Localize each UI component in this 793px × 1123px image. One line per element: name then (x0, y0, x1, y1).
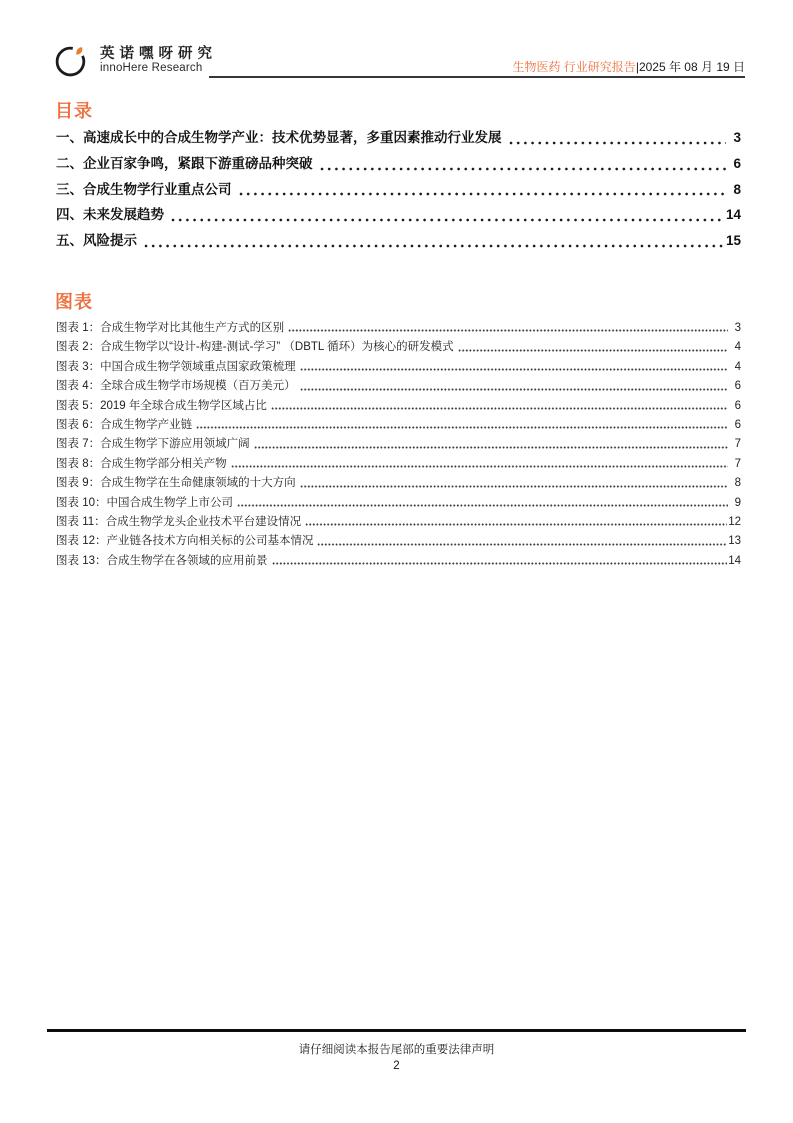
dot-leader (231, 462, 728, 471)
figures-list (56, 319, 741, 571)
figure-item[interactable] (56, 358, 741, 377)
dot-leader (319, 163, 727, 175)
figure-item[interactable] (56, 377, 741, 396)
dot-leader (196, 423, 728, 432)
header-report-info (512, 58, 745, 75)
logo-text (100, 46, 217, 76)
dot-leader (170, 214, 723, 226)
figure-item[interactable] (56, 455, 741, 474)
toc-title: 目录 (55, 101, 93, 121)
figure-item-label: 图表 8：合成生物学部分相关产物 (56, 457, 227, 470)
figure-item-page: 13 (728, 535, 741, 548)
header-divider (209, 76, 745, 78)
figure-item-label: 图表 1：合成生物学对比其他生产方式的区别 (56, 322, 285, 334)
toc-item-label: 三、合成生物学行业重点公司 (56, 181, 232, 197)
toc-item[interactable] (56, 126, 741, 152)
toc-list (56, 126, 741, 255)
figure-item-page: 4 (734, 341, 741, 354)
toc-item[interactable] (56, 229, 741, 255)
figure-item-label: 图表 2：合成生物学以“设计-构建-测试-学习” （DBTL 循环）为核心的研发模式 (56, 341, 454, 354)
toc-item-label: 四、未来发展趋势 (56, 207, 164, 223)
figure-item[interactable] (56, 532, 741, 551)
figure-item-page: 6 (734, 418, 741, 431)
figure-item[interactable] (56, 319, 741, 338)
figure-item-label: 图表 6：合成生物学产业链 (56, 418, 193, 431)
figure-item-page: 7 (734, 438, 741, 451)
figure-item-page: 3 (734, 322, 741, 334)
figure-item-label: 图表 7：合成生物学下游应用领域广阔 (56, 438, 250, 451)
toc-item-page: 15 (725, 233, 741, 249)
footer-disclaimer: 请仔细阅读本报告尾部的重要法律声明 (298, 1044, 495, 1056)
toc-item-page: 3 (733, 130, 741, 145)
page-number: 2 (393, 1060, 400, 1072)
figure-item-page: 8 (734, 477, 741, 490)
report-type-label: 生物医药 行业研究报告 (512, 60, 636, 74)
logo-en-name: innoHere Research (100, 62, 203, 75)
figure-item[interactable] (56, 513, 741, 532)
figure-item-page: 6 (734, 380, 741, 393)
figure-item[interactable] (56, 397, 741, 416)
figure-item-page: 14 (728, 554, 741, 567)
report-date: 2025 年 08 月 19 日 (638, 60, 745, 74)
figure-item-label: 图表 13：合成生物学在各领域的应用前景 (56, 554, 268, 567)
dot-leader (305, 520, 727, 529)
toc-item-label: 一、高速成长中的合成生物学产业：技术优势显著，多重因素推动行业发展 (56, 130, 502, 145)
company-logo (54, 42, 217, 79)
figure-item[interactable] (56, 494, 741, 513)
figure-item[interactable] (56, 416, 741, 435)
dot-leader (237, 501, 728, 510)
dot-leader (272, 559, 728, 568)
figure-item-page: 9 (734, 496, 741, 509)
report-date-separator: | (635, 60, 639, 74)
figure-item-label: 图表 3：中国合成生物学领域重点国家政策梳理 (56, 360, 296, 373)
figure-item[interactable] (56, 435, 741, 454)
dot-leader (300, 482, 728, 491)
figure-item-label: 图表 11：合成生物学龙头企业技术平台建设情况 (56, 515, 302, 528)
dot-leader (300, 365, 728, 374)
figure-item[interactable] (56, 474, 741, 493)
figure-item-page: 4 (734, 360, 741, 373)
logo-cn-name: 英诺嘿呀研究 (100, 45, 217, 62)
figure-item-label: 图表 12：产业链各技术方向相关标的公司基本情况 (56, 535, 314, 548)
figures-title: 图表 (55, 292, 93, 312)
dot-leader (458, 346, 728, 355)
figure-item-page: 7 (734, 457, 741, 470)
toc-item[interactable] (56, 178, 741, 204)
dot-leader (143, 240, 723, 252)
toc-item-page: 8 (733, 181, 741, 197)
figure-item-label: 图表 4：全球合成生物学市场规模（百万美元） (56, 380, 296, 393)
figure-item[interactable] (56, 552, 741, 571)
figure-item[interactable] (56, 338, 741, 357)
dot-leader (317, 540, 727, 549)
innohere-logo-icon (54, 42, 91, 79)
figure-item-label: 图表 9：合成生物学在生命健康领域的十大方向 (56, 477, 296, 490)
figure-item-page: 12 (728, 515, 741, 528)
toc-item-page: 6 (733, 155, 741, 171)
figure-item-label: 图表 5：2019 年全球合成生物学区域占比 (56, 399, 267, 412)
dot-leader (300, 385, 728, 394)
dot-leader (508, 137, 727, 149)
toc-item-page: 14 (725, 207, 741, 223)
figure-item-label: 图表 10：中国合成生物学上市公司 (56, 496, 233, 509)
toc-item-label: 五、风险提示 (56, 233, 137, 249)
dot-leader (238, 188, 727, 200)
toc-item[interactable] (56, 203, 741, 229)
footer-divider (47, 1029, 746, 1032)
dot-leader (288, 326, 728, 335)
toc-item[interactable] (56, 152, 741, 178)
dot-leader (254, 443, 728, 452)
figure-item-page: 6 (734, 399, 741, 412)
dot-leader (271, 404, 728, 413)
toc-item-label: 二、企业百家争鸣，紧跟下游重磅品种突破 (56, 155, 313, 171)
